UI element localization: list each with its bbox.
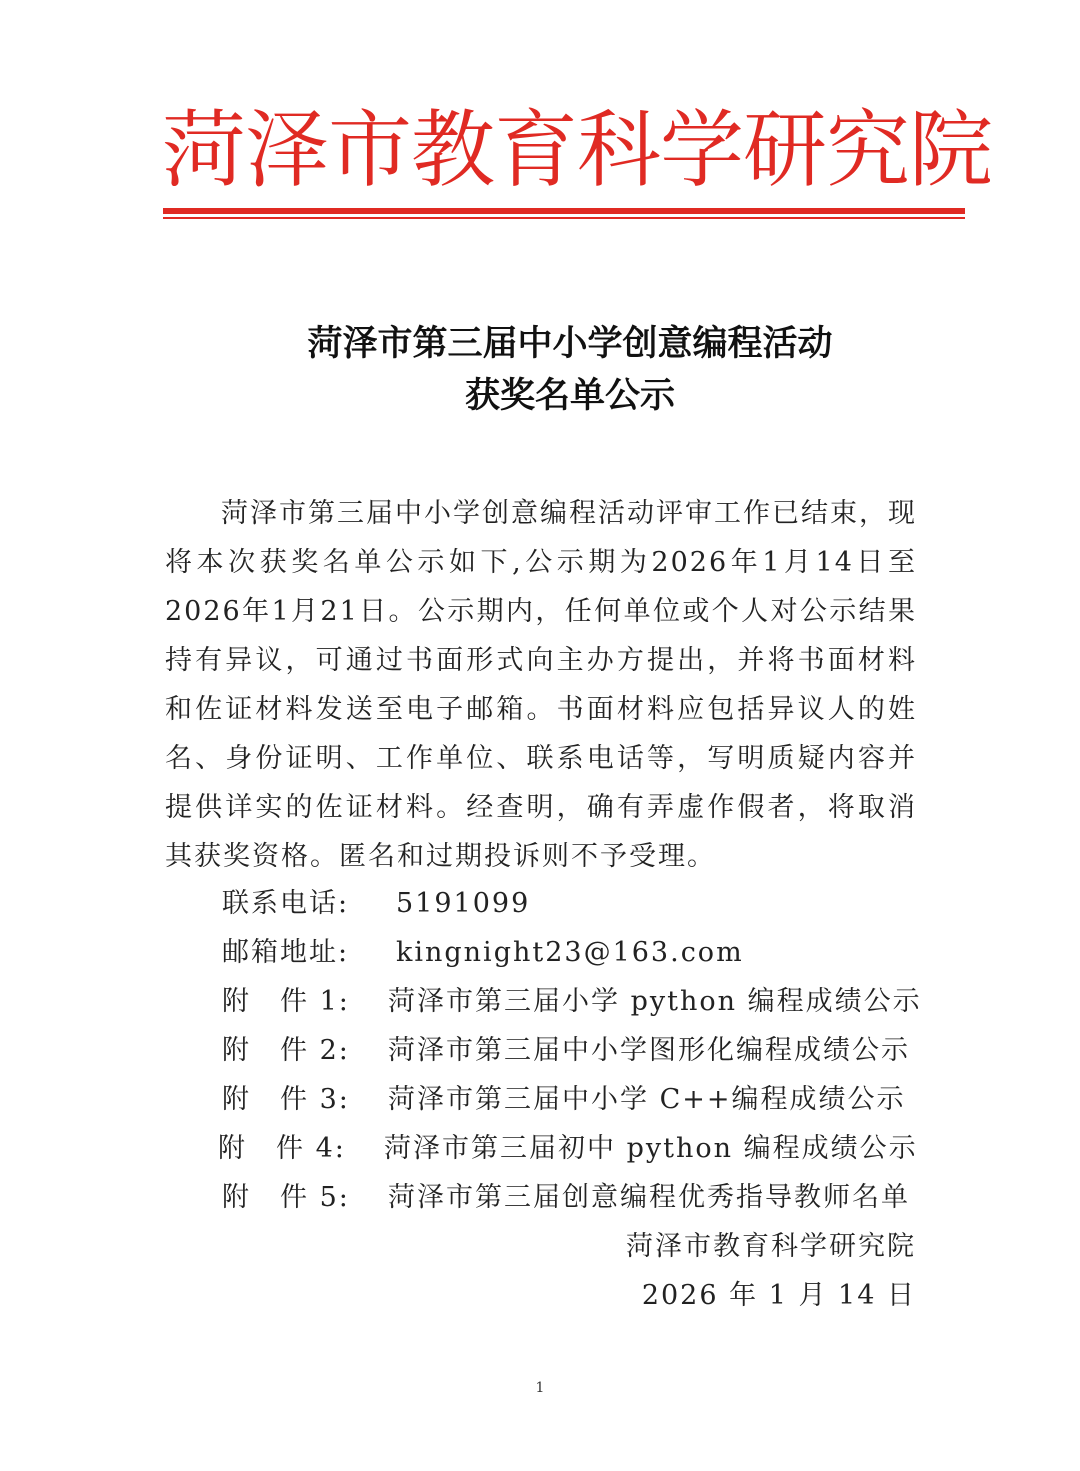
page-number: 1 bbox=[535, 1380, 545, 1396]
contact-phone-row bbox=[222, 884, 530, 924]
contact-email-value: kingnight23@163.com bbox=[396, 937, 744, 968]
masthead-rule-thick bbox=[163, 208, 965, 214]
contact-email-label: 邮箱地址: bbox=[222, 937, 350, 968]
attachment-label: 附 件 2: bbox=[222, 1035, 350, 1066]
attachment-label: 附 件 5: bbox=[222, 1182, 350, 1213]
masthead-rule-thin bbox=[163, 217, 965, 219]
attachment-title: 菏泽市第三届中小学 C++编程成绩公示 bbox=[388, 1084, 906, 1115]
body-paragraph: 菏泽市第三届中小学创意编程活动评审工作已结束，现将本次获奖名单公示如下,公示期为2026年1月14日至2026年1月21日。公示期内，任何单位或个人对公示结果持有异议，可通过书面形式向主办方提出，并将书面材料和佐证材料发送至电子邮箱。书面材料应包括异议人的姓名、身份证明、工作单位、联系电话等，写明质疑内容并提供详实的佐证材料。经查明，确有弄虚作假者，将取消其获奖资格。匿名和过期投诉则不予受理。 bbox=[165, 498, 917, 872]
attachment-label: 附 件 4: bbox=[218, 1133, 346, 1164]
attachment-title: 菏泽市第三届初中 python 编程成绩公示 bbox=[384, 1133, 918, 1164]
attachment-row bbox=[222, 982, 922, 1022]
signature-organization: 菏泽市教育科学研究院 bbox=[626, 1231, 916, 1262]
attachment-title: 菏泽市第三届中小学图形化编程成绩公示 bbox=[388, 1035, 910, 1066]
attachment-row bbox=[218, 1129, 918, 1169]
document-title-line-2: 获奖名单公示 bbox=[464, 375, 675, 416]
signature-date: 2026 年 1 月 14 日 bbox=[641, 1280, 916, 1311]
masthead-title: 菏泽市教育科学研究院 bbox=[162, 101, 993, 199]
contact-phone-label: 联系电话: bbox=[222, 888, 350, 919]
attachment-row bbox=[222, 1178, 910, 1218]
contact-email-row bbox=[222, 933, 744, 973]
document-title-line-1: 菏泽市第三届中小学创意编程活动 bbox=[307, 323, 833, 364]
attachment-label: 附 件 1: bbox=[222, 986, 350, 1017]
attachment-label: 附 件 3: bbox=[222, 1084, 350, 1115]
attachment-title: 菏泽市第三届创意编程优秀指导教师名单 bbox=[388, 1182, 910, 1213]
document-title bbox=[160, 318, 980, 422]
attachment-row bbox=[222, 1031, 910, 1071]
contact-phone-value: 5191099 bbox=[396, 888, 531, 919]
attachment-row bbox=[222, 1080, 906, 1120]
attachment-title: 菏泽市第三届小学 python 编程成绩公示 bbox=[388, 986, 922, 1017]
